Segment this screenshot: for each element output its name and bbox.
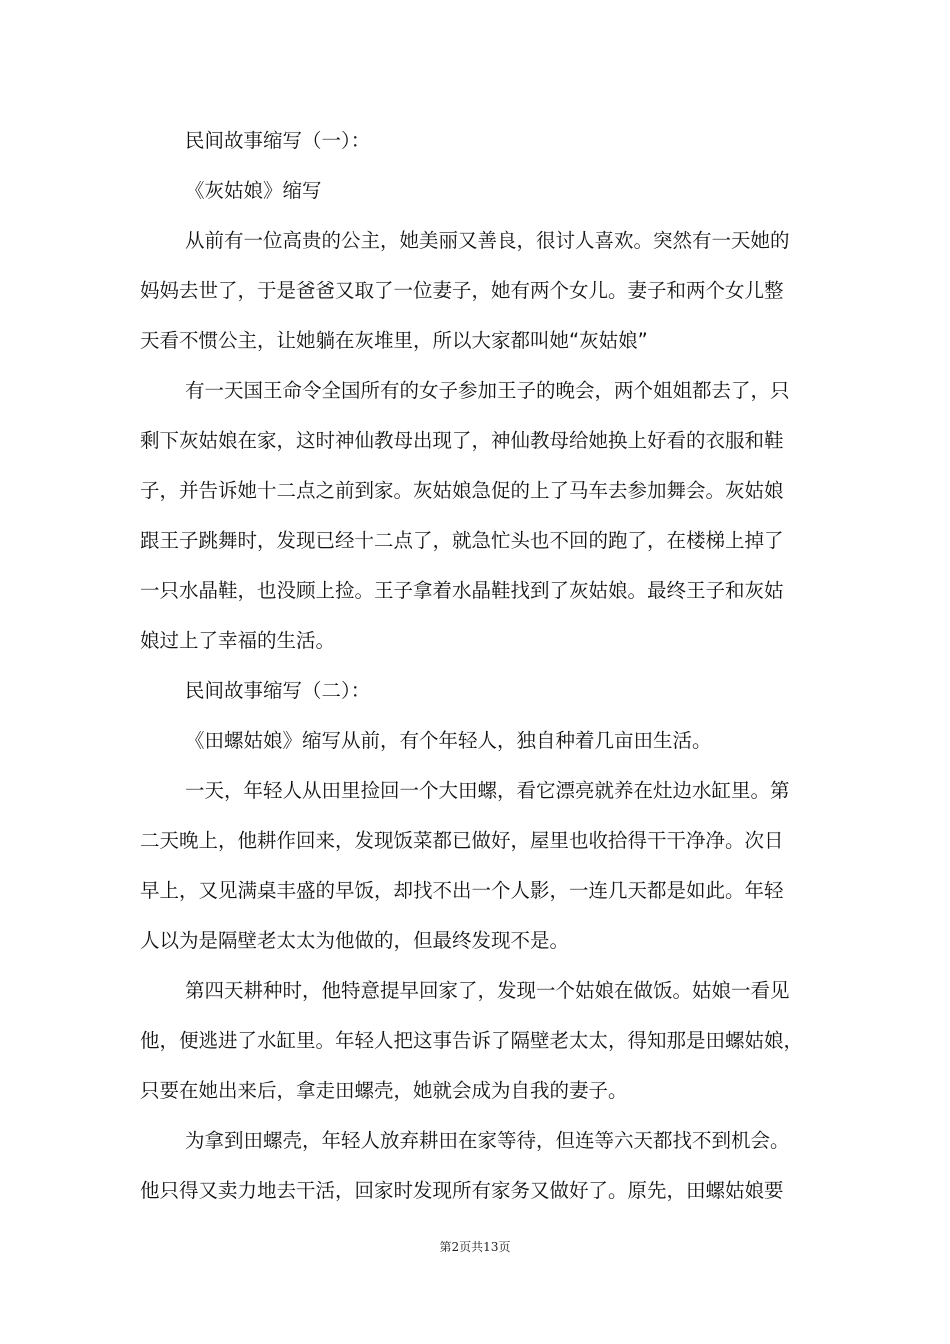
text-line: 一天，年轻人从田里捡回一个大田螺，看它漂亮就养在灶边水缸里。第	[185, 779, 790, 802]
page-number-footer: 第2页共13页	[439, 1240, 511, 1254]
title-cinderella: 《灰姑娘》缩写	[185, 179, 322, 202]
text-line: 妈妈去世了，于是爸爸又取了一位妻子，她有两个女儿。妻子和两个女儿整	[140, 279, 784, 302]
heading-story-1: 民间故事缩写（一）：	[185, 129, 371, 152]
text-line: 二天晚上，他耕作回来，发现饭菜都已做好，屋里也收拾得干干净净。次日	[140, 829, 784, 852]
text-line: 人以为是隔壁老太太为他做的，但最终发现不是。	[140, 929, 570, 952]
text-line: 第四天耕种时，他特意提早回家了，发现一个姑娘在做饭。姑娘一看见	[185, 979, 790, 1002]
text-line: 他只得又卖力地去干活，回家时发现所有家务又做好了。原先，田螺姑娘要	[140, 1179, 784, 1202]
text-line: 跟王子跳舞时，发现已经十二点了，就急忙头也不回的跑了，在楼梯上掉了	[140, 529, 784, 552]
title-snail-girl: 《田螺姑娘》缩写从前，有个年轻人，独自种着几亩田生活。	[185, 729, 712, 752]
document-body	[140, 116, 816, 1216]
text-line: 一只水晶鞋，也没顾上捡。王子拿着水晶鞋找到了灰姑娘。最终王子和灰姑	[140, 579, 784, 602]
text-line: 娘过上了幸福的生活。	[140, 629, 336, 652]
text-line: 从前有一位高贵的公主，她美丽又善良，很讨人喜欢。突然有一天她的	[185, 229, 790, 252]
text-line: 为拿到田螺壳，年轻人放弃耕田在家等待，但连等六天都找不到机会。	[185, 1129, 790, 1152]
text-line: 只要在她出来后，拿走田螺壳，她就会成为自我的妻子。	[140, 1079, 628, 1102]
text-line: 他，便逃进了水缸里。年轻人把这事告诉了隔壁老太太，得知那是田螺姑娘，	[140, 1029, 804, 1052]
text-line: 子，并告诉她十二点之前到家。灰姑娘急促的上了马车去参加舞会。灰姑娘	[140, 479, 784, 502]
text-line: 早上，又见满桌丰盛的早饭，却找不出一个人影，一连几天都是如此。年轻	[140, 879, 784, 902]
text-line: 天看不惯公主，让她躺在灰堆里，所以大家都叫她“灰姑娘”	[140, 329, 648, 352]
text-line: 有一天国王命令全国所有的女子参加王子的晚会，两个姐姐都去了，只	[185, 379, 790, 402]
heading-story-2: 民间故事缩写（二）：	[185, 679, 371, 702]
text-line: 剩下灰姑娘在家，这时神仙教母出现了，神仙教母给她换上好看的衣服和鞋	[140, 429, 784, 452]
